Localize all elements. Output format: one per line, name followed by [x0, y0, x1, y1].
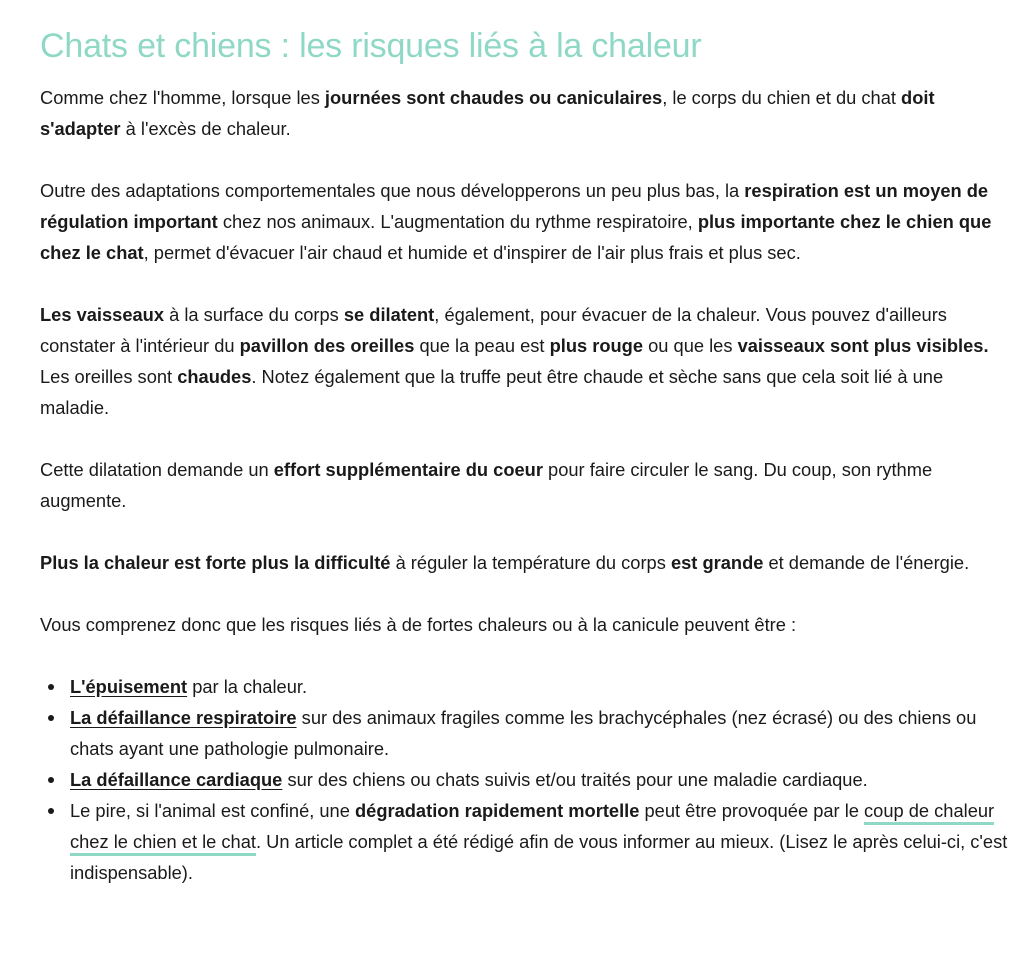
- paragraph-vessels: [40, 299, 1008, 423]
- emphasis: Les vaisseaux: [40, 304, 164, 325]
- text: chez nos animaux. L'augmentation du rythme respiratoire,: [217, 211, 698, 232]
- emphasis: plus rouge: [549, 335, 644, 356]
- emphasis: journées sont chaudes ou caniculaires: [324, 87, 663, 108]
- emphasis: Plus la chaleur est forte plus la difficulté: [40, 552, 391, 573]
- text: peut être provoquée par le: [639, 800, 865, 821]
- text: Outre des adaptations comportementales que nous développerons un peu plus bas, la: [40, 180, 745, 201]
- emphasis: effort supplémentaire du coeur: [273, 459, 543, 480]
- emphasis: vaisseaux sont plus visibles.: [737, 335, 989, 356]
- emphasis: pavillon des oreilles: [239, 335, 415, 356]
- text: pour faire circuler le sang. Du coup, son rythme augmente.: [40, 459, 933, 511]
- text: , également, pour évacuer de la chaleur. Vous pouvez d'ailleurs constater à l'intérieur du: [40, 304, 947, 356]
- list-item: [70, 795, 1008, 888]
- emphasis: est grande: [670, 552, 764, 573]
- paragraph-heart: [40, 454, 1008, 516]
- text: , le corps du chien et du chat: [662, 87, 902, 108]
- risk-term: L'épuisement: [70, 676, 188, 697]
- emphasis: dégradation rapidement mortelle: [354, 800, 640, 821]
- paragraph-difficulty: [40, 547, 1008, 578]
- text: à la surface du corps: [164, 304, 344, 325]
- text: Les oreilles sont: [40, 366, 178, 387]
- text: Comme chez l'homme, lorsque les: [40, 87, 325, 108]
- emphasis: se dilatent: [343, 304, 435, 325]
- emphasis: plus importante chez le chien que chez le chat: [40, 211, 992, 263]
- heatstroke-article-link[interactable]: coup de chaleur chez le chien et le chat: [70, 800, 994, 856]
- paragraph-intro: [40, 82, 1008, 144]
- text: Le pire, si l'animal est confiné, une: [70, 800, 355, 821]
- list-item: [70, 702, 1008, 764]
- list-item: [70, 764, 1008, 795]
- emphasis: doit s'adapter: [40, 87, 935, 139]
- list-item: [70, 671, 1008, 702]
- text: sur des chiens ou chats suivis et/ou traités pour une maladie cardiaque.: [282, 769, 868, 790]
- page-title: Chats et chiens : les risques liés à la chaleur: [40, 27, 702, 65]
- risk-term: La défaillance respiratoire: [70, 707, 297, 728]
- text: . Un article complet a été rédigé afin de vous informer au mieux. (Lisez le après celui-ci, c'est indispensable).: [70, 831, 1008, 883]
- emphasis: respiration est un moyen de régulation important: [40, 180, 989, 232]
- emphasis: chaudes: [177, 366, 252, 387]
- text: Cette dilatation demande un: [40, 459, 274, 480]
- text: . Notez également que la truffe peut être chaude et sèche sans que cela soit lié à une maladie.: [40, 366, 944, 418]
- article: [40, 24, 1008, 888]
- text: Vous comprenez donc que les risques liés à de fortes chaleurs ou à la canicule peuvent être :: [40, 614, 797, 635]
- text: et demande de l'énergie.: [763, 552, 970, 573]
- text: ou que les: [643, 335, 738, 356]
- text: , permet d'évacuer l'air chaud et humide et d'inspirer de l'air plus frais et plus sec.: [143, 242, 801, 263]
- risks-list: [40, 671, 1008, 888]
- risk-term: La défaillance cardiaque: [70, 769, 283, 790]
- text: que la peau est: [414, 335, 550, 356]
- text: par la chaleur.: [187, 676, 308, 697]
- text: à l'excès de chaleur.: [120, 118, 291, 139]
- text: sur des animaux fragiles comme les brachycéphales (nez écrasé) ou des chiens ou chats ayant une pathologie pulmonaire.: [70, 707, 977, 759]
- text: à réguler la température du corps: [390, 552, 671, 573]
- paragraph-respiration: [40, 175, 1008, 268]
- paragraph-risks-intro: [40, 609, 1008, 640]
